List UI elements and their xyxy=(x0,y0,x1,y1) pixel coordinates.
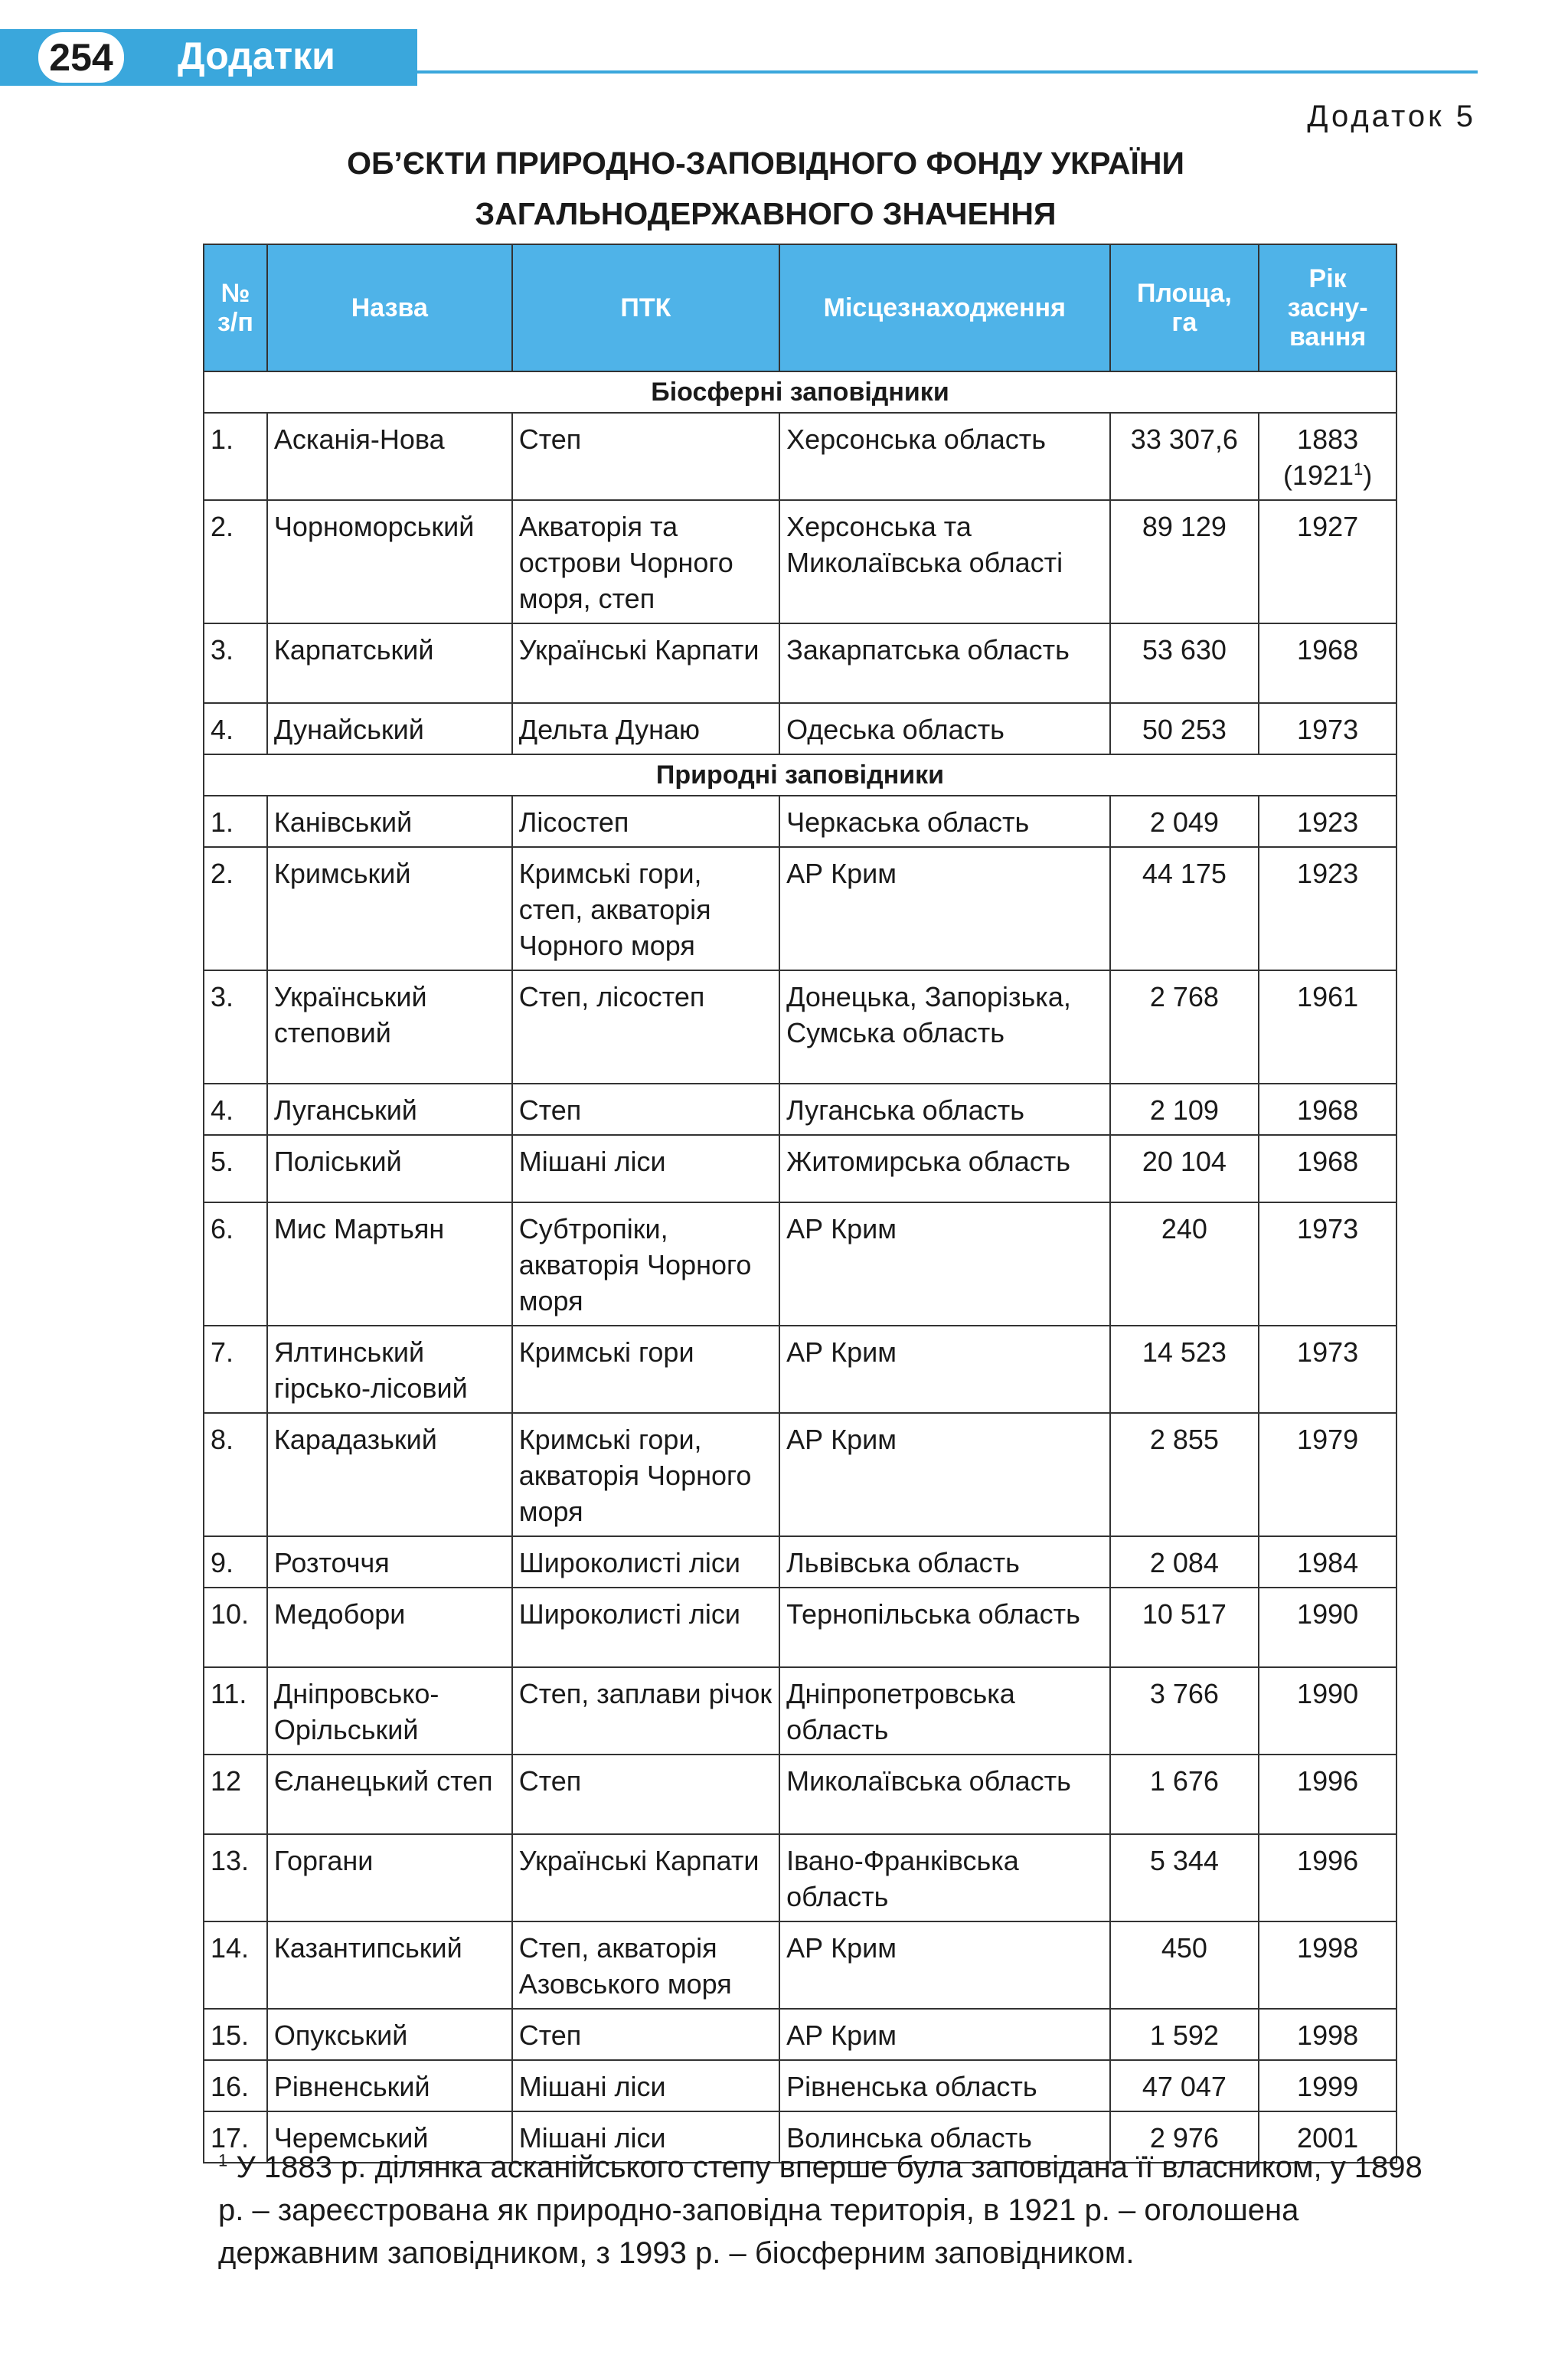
cell-num: 1. xyxy=(204,796,267,847)
cell-location: Луганська область xyxy=(779,1084,1109,1135)
cell-name: Дунайський xyxy=(267,703,512,754)
table-row xyxy=(204,1667,1396,1755)
cell-location: Херсонська область xyxy=(779,413,1109,500)
cell-year: 1961 xyxy=(1259,970,1396,1084)
cell-ptk: Кримські гори xyxy=(512,1326,779,1413)
cell-ptk: Степ xyxy=(512,1755,779,1834)
cell-name: Черемський xyxy=(267,2111,512,2163)
cell-year: 1973 xyxy=(1259,703,1396,754)
table-row xyxy=(204,623,1396,703)
cell-year: 1990 xyxy=(1259,1667,1396,1755)
cell-area: 14 523 xyxy=(1110,1326,1259,1413)
cell-location: Донецька, Запорізька, Сумська область xyxy=(779,970,1109,1084)
table-group-row xyxy=(204,754,1396,796)
cell-location: Миколаївська область xyxy=(779,1755,1109,1834)
cell-ptk: Лісостеп xyxy=(512,796,779,847)
table-row xyxy=(204,1202,1396,1326)
cell-name: Український степовий xyxy=(267,970,512,1084)
cell-area: 3 766 xyxy=(1110,1667,1259,1755)
reserves-table xyxy=(203,244,1397,2163)
cell-location: Черкаська область xyxy=(779,796,1109,847)
cell-name: Медобори xyxy=(267,1588,512,1667)
cell-location: Дніпропетровська область xyxy=(779,1667,1109,1755)
cell-area: 50 253 xyxy=(1110,703,1259,754)
cell-year-note: (1921 xyxy=(1282,459,1354,491)
cell-ptk: Мішані ліси xyxy=(512,2060,779,2111)
cell-area: 47 047 xyxy=(1110,2060,1259,2111)
table-row xyxy=(204,2060,1396,2111)
cell-name: Казантипський xyxy=(267,1921,512,2009)
cell-year: 1923 xyxy=(1259,847,1396,970)
table-row xyxy=(204,1413,1396,1536)
cell-name: Поліський xyxy=(267,1135,512,1202)
table-row xyxy=(204,1135,1396,1202)
group-title: Біосферні заповідники xyxy=(204,371,1396,413)
cell-year: 1968 xyxy=(1259,623,1396,703)
cell-ptk: Степ, заплави річок xyxy=(512,1667,779,1755)
col-header-num: № з/п xyxy=(204,244,267,371)
cell-area: 89 129 xyxy=(1110,500,1259,623)
cell-ptk: Мішані ліси xyxy=(512,1135,779,1202)
cell-num: 17. xyxy=(204,2111,267,2163)
cell-location: АР Крим xyxy=(779,1921,1109,2009)
cell-location: Рівненська область xyxy=(779,2060,1109,2111)
cell-area: 44 175 xyxy=(1110,847,1259,970)
cell-year: 1923 xyxy=(1259,796,1396,847)
table-header-row xyxy=(204,244,1396,371)
table-row xyxy=(204,1084,1396,1135)
cell-area: 53 630 xyxy=(1110,623,1259,703)
cell-ptk: Українські Карпати xyxy=(512,623,779,703)
cell-area: 2 768 xyxy=(1110,970,1259,1084)
cell-area: 33 307,6 xyxy=(1110,413,1259,500)
cell-location: АР Крим xyxy=(779,847,1109,970)
cell-year: 1990 xyxy=(1259,1588,1396,1667)
col-header-ptk: ПТК xyxy=(512,244,779,371)
section-title: Додатки xyxy=(178,34,335,77)
cell-ptk: Дельта Дунаю xyxy=(512,703,779,754)
cell-location: Херсонська та Миколаївська області xyxy=(779,500,1109,623)
cell-name: Канівський xyxy=(267,796,512,847)
col-header-area: Площа, га xyxy=(1110,244,1259,371)
cell-area: 1 676 xyxy=(1110,1755,1259,1834)
cell-num: 5. xyxy=(204,1135,267,1202)
cell-year: 1984 xyxy=(1259,1536,1396,1588)
cell-ptk: Степ xyxy=(512,413,779,500)
cell-year: 1973 xyxy=(1259,1202,1396,1326)
footnote-ref: 1 xyxy=(1354,459,1364,479)
cell-ptk: Мішані ліси xyxy=(512,2111,779,2163)
footnote-text: У 1883 р. ділянка асканійського степу вперше була заповідана її власником, у 1898 р. – зареєстрована як природно-заповідна територія, в 1921 р. – оголошена державним заповідником, з 1993 р. – біосферним заповідником. xyxy=(218,2150,1423,2270)
cell-num: 3. xyxy=(204,623,267,703)
cell-num: 4. xyxy=(204,703,267,754)
table-row xyxy=(204,847,1396,970)
cell-year: 1927 xyxy=(1259,500,1396,623)
cell-name: Рівненський xyxy=(267,2060,512,2111)
cell-num: 1. xyxy=(204,413,267,500)
table-row xyxy=(204,703,1396,754)
cell-year: 1998 xyxy=(1259,2009,1396,2060)
cell-area: 2 049 xyxy=(1110,796,1259,847)
cell-name: Луганський xyxy=(267,1084,512,1135)
cell-name: Опукський xyxy=(267,2009,512,2060)
table-row xyxy=(204,500,1396,623)
table-group-row xyxy=(204,371,1396,413)
cell-name: Кримський xyxy=(267,847,512,970)
table-row xyxy=(204,1834,1396,1921)
cell-area: 10 517 xyxy=(1110,1588,1259,1667)
cell-area: 20 104 xyxy=(1110,1135,1259,1202)
cell-num: 7. xyxy=(204,1326,267,1413)
cell-year: 1998 xyxy=(1259,1921,1396,2009)
table-body xyxy=(204,371,1396,2163)
cell-num: 4. xyxy=(204,1084,267,1135)
cell-num: 14. xyxy=(204,1921,267,2009)
cell-name: Асканія-Нова xyxy=(267,413,512,500)
cell-year: 2001 xyxy=(1259,2111,1396,2163)
cell-name: Мис Мартьян xyxy=(267,1202,512,1326)
cell-num: 9. xyxy=(204,1536,267,1588)
cell-ptk: Степ xyxy=(512,1084,779,1135)
cell-area: 2 855 xyxy=(1110,1413,1259,1536)
table-row xyxy=(204,2009,1396,2060)
cell-num: 15. xyxy=(204,2009,267,2060)
cell-location: Тернопільська область xyxy=(779,1588,1109,1667)
cell-name: Єланецький степ xyxy=(267,1755,512,1834)
cell-num: 11. xyxy=(204,1667,267,1755)
cell-name: Ялтинський гірсько-лісовий xyxy=(267,1326,512,1413)
cell-location: АР Крим xyxy=(779,1326,1109,1413)
title-line-2: ЗАГАЛЬНОДЕРЖАВНОГО ЗНАЧЕННЯ xyxy=(475,196,1057,231)
cell-location: Львівська область xyxy=(779,1536,1109,1588)
cell-ptk: Українські Карпати xyxy=(512,1834,779,1921)
page-number: 254 xyxy=(38,32,124,83)
cell-area: 240 xyxy=(1110,1202,1259,1326)
cell-name: Розточчя xyxy=(267,1536,512,1588)
cell-num: 13. xyxy=(204,1834,267,1921)
title-line-1: ОБ’ЄКТИ ПРИРОДНО-ЗАПОВІДНОГО ФОНДУ УКРАЇНИ xyxy=(347,146,1184,181)
cell-name: Карадазький xyxy=(267,1413,512,1536)
cell-area: 2 084 xyxy=(1110,1536,1259,1588)
cell-num: 16. xyxy=(204,2060,267,2111)
cell-year-value: 1883 xyxy=(1297,424,1359,455)
cell-num: 6. xyxy=(204,1202,267,1326)
cell-num: 2. xyxy=(204,847,267,970)
table-row xyxy=(204,1588,1396,1667)
cell-area: 1 592 xyxy=(1110,2009,1259,2060)
cell-area: 450 xyxy=(1110,1921,1259,2009)
table-row xyxy=(204,796,1396,847)
cell-location: Волинська область xyxy=(779,2111,1109,2163)
cell-location: АР Крим xyxy=(779,1413,1109,1536)
table-row xyxy=(204,413,1396,500)
cell-year: 1968 xyxy=(1259,1135,1396,1202)
cell-name: Чорноморський xyxy=(267,500,512,623)
col-header-year: Рік засну- вання xyxy=(1259,244,1396,371)
cell-num: 12 xyxy=(204,1755,267,1834)
cell-location: Івано-Франківська область xyxy=(779,1834,1109,1921)
col-header-name: Назва xyxy=(267,244,512,371)
cell-year: 1979 xyxy=(1259,1413,1396,1536)
cell-year: 1996 xyxy=(1259,1755,1396,1834)
table-row xyxy=(204,1921,1396,2009)
cell-location: Одеська область xyxy=(779,703,1109,754)
footnote xyxy=(218,2146,1443,2275)
cell-area: 2 976 xyxy=(1110,2111,1259,2163)
cell-year: 1968 xyxy=(1259,1084,1396,1135)
table-row xyxy=(204,970,1396,1084)
cell-num: 3. xyxy=(204,970,267,1084)
cell-year xyxy=(1259,413,1396,500)
cell-location: АР Крим xyxy=(779,2009,1109,2060)
cell-ptk: Кримські гори, степ, акваторія Чорного моря xyxy=(512,847,779,970)
table-row xyxy=(204,1755,1396,1834)
page-title xyxy=(222,138,1309,239)
cell-ptk: Широколисті ліси xyxy=(512,1588,779,1667)
cell-year: 1996 xyxy=(1259,1834,1396,1921)
cell-num: 10. xyxy=(204,1588,267,1667)
cell-year: 1973 xyxy=(1259,1326,1396,1413)
col-header-location: Місцезнаходження xyxy=(779,244,1109,371)
cell-num: 8. xyxy=(204,1413,267,1536)
cell-ptk: Степ, акваторія Азовського моря xyxy=(512,1921,779,2009)
group-title: Природні заповідники xyxy=(204,754,1396,796)
cell-ptk: Широколисті ліси xyxy=(512,1536,779,1588)
cell-location: Закарпатська область xyxy=(779,623,1109,703)
cell-name: Горгани xyxy=(267,1834,512,1921)
table-row xyxy=(204,1536,1396,1588)
cell-area: 2 109 xyxy=(1110,1084,1259,1135)
cell-ptk: Субтропіки, акваторія Чорного моря xyxy=(512,1202,779,1326)
appendix-label: Додаток 5 xyxy=(1307,100,1476,133)
cell-ptk: Степ xyxy=(512,2009,779,2060)
footnote-marker: 1 xyxy=(218,2150,228,2170)
cell-ptk: Акваторія та острови Чорного моря, степ xyxy=(512,500,779,623)
cell-name: Карпатський xyxy=(267,623,512,703)
cell-name: Дніпровсько-Орільський xyxy=(267,1667,512,1755)
table-row xyxy=(204,1326,1396,1413)
cell-ptk: Кримські гори, акваторія Чорного моря xyxy=(512,1413,779,1536)
cell-year-close: ) xyxy=(1363,459,1373,491)
cell-ptk: Степ, лісостеп xyxy=(512,970,779,1084)
cell-area: 5 344 xyxy=(1110,1834,1259,1921)
cell-num: 2. xyxy=(204,500,267,623)
cell-location: Житомирська область xyxy=(779,1135,1109,1202)
cell-location: АР Крим xyxy=(779,1202,1109,1326)
cell-year: 1999 xyxy=(1259,2060,1396,2111)
